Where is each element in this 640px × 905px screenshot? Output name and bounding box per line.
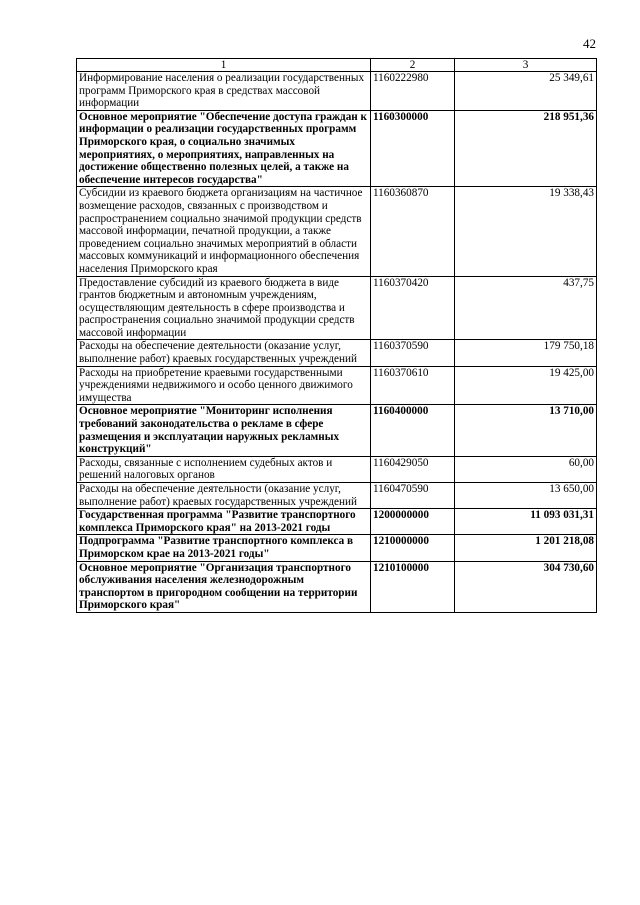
row-amount-cell: 13 650,00 (455, 483, 597, 509)
budget-table (76, 58, 597, 613)
row-code-cell: 1200000000 (371, 509, 455, 535)
row-amount-cell: 19 338,43 (455, 187, 597, 276)
row-code-cell: 1160429050 (371, 456, 455, 482)
table-row (77, 405, 597, 456)
row-amount-cell: 179 750,18 (455, 340, 597, 366)
row-name-cell: Субсидии из краевого бюджета организациям на частичное возмещение расходов, связанных с производством и распространением социально значимой продукции средств массовой информации, печатной продукции, а также проведением социально значимых мероприятий в области массовых коммуникаций и информационного обеспечения населения Приморского края (77, 187, 371, 276)
row-code-cell: 1160400000 (371, 405, 455, 456)
row-name-cell: Расходы на приобретение краевыми государственными учреждениями недвижимого и особо ценного движимого имущества (77, 366, 371, 405)
table-row (77, 535, 597, 561)
column-header-code: 2 (371, 59, 455, 72)
row-name-cell: Предоставление субсидий из краевого бюджета в виде грантов бюджетным и автономным учреждениям, осуществляющим деятельность в сфере производства и распространения социально значимой продукции средств массовой информации (77, 276, 371, 340)
row-code-cell: 1160470590 (371, 483, 455, 509)
row-code-cell: 1160300000 (371, 110, 455, 187)
row-name-cell: Государственная программа "Развитие транспортного комплекса Приморского края" на 2013-2021 годы (77, 509, 371, 535)
row-code-cell: 1210000000 (371, 535, 455, 561)
row-name-cell: Подпрограмма "Развитие транспортного комплекса в Приморском крае на 2013-2021 годы" (77, 535, 371, 561)
row-amount-cell: 1 201 218,08 (455, 535, 597, 561)
row-name-cell: Расходы на обеспечение деятельности (оказание услуг, выполнение работ) краевых государственных учреждений (77, 483, 371, 509)
row-name-cell: Основное мероприятие "Обеспечение доступа граждан к информации о реализации государственных программ Приморского края, о социально значимых мероприятиях, о мероприятиях, направленных на достижение общественно полезных целей, а также на обеспечение интересов государства" (77, 110, 371, 187)
table-row (77, 509, 597, 535)
table-row (77, 72, 597, 111)
row-amount-cell: 13 710,00 (455, 405, 597, 456)
row-amount-cell: 19 425,00 (455, 366, 597, 405)
column-header-name: 1 (77, 59, 371, 72)
row-name-cell: Расходы, связанные с исполнением судебных актов и решений налоговых органов (77, 456, 371, 482)
row-name-cell: Основное мероприятие "Организация транспортного обслуживания населения железнодорожным транспортом в пригородном сообщении на территории Приморского края" (77, 561, 371, 612)
row-code-cell: 1160370610 (371, 366, 455, 405)
row-amount-cell: 304 730,60 (455, 561, 597, 612)
table-row (77, 366, 597, 405)
row-amount-cell: 25 349,61 (455, 72, 597, 111)
header-row (77, 59, 597, 72)
table-row (77, 110, 597, 187)
row-amount-cell: 11 093 031,31 (455, 509, 597, 535)
table-row (77, 340, 597, 366)
row-code-cell: 1160360870 (371, 187, 455, 276)
row-name-cell: Расходы на обеспечение деятельности (оказание услуг, выполнение работ) краевых государственных учреждений (77, 340, 371, 366)
table-row (77, 456, 597, 482)
row-name-cell: Информирование населения о реализации государственных программ Приморского края в средствах массовой информации (77, 72, 371, 111)
row-code-cell: 1160370590 (371, 340, 455, 366)
row-code-cell: 1210100000 (371, 561, 455, 612)
table-row (77, 483, 597, 509)
table-row (77, 187, 597, 276)
row-amount-cell: 218 951,36 (455, 110, 597, 187)
page-number: 42 (583, 36, 596, 51)
row-code-cell: 1160370420 (371, 276, 455, 340)
column-header-amount: 3 (455, 59, 597, 72)
table-row (77, 561, 597, 612)
row-name-cell: Основное мероприятие "Мониторинг исполнения требований законодательства о рекламе в сфере размещения и эксплуатации наружных рекламных конструкций" (77, 405, 371, 456)
row-amount-cell: 60,00 (455, 456, 597, 482)
row-code-cell: 1160222980 (371, 72, 455, 111)
row-amount-cell: 437,75 (455, 276, 597, 340)
table-row (77, 276, 597, 340)
